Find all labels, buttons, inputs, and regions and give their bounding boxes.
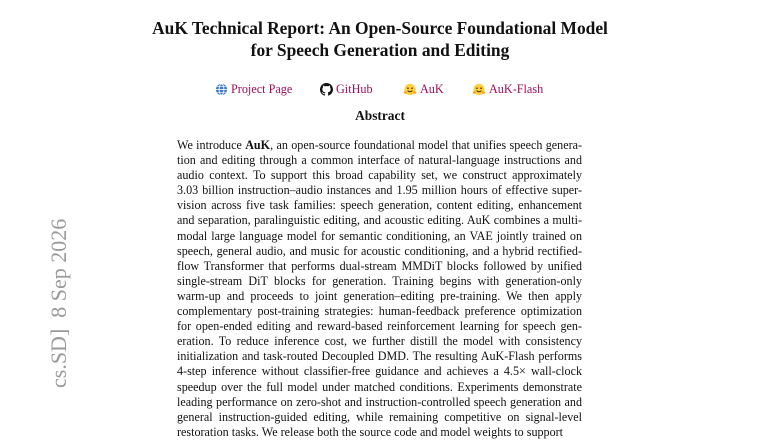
- github-label: GitHub: [336, 82, 373, 96]
- github-icon: [320, 83, 333, 96]
- paper-title-line-2: for Speech Generation and Editing: [250, 40, 510, 60]
- abstract-text: leading performance on zero-shot and instruction-controlled speech generation and: [177, 394, 582, 409]
- abstract-line: [177, 138, 582, 153]
- abstract-text: warm-up and proceeds to joint generation–editing pre-training. We then apply: [177, 288, 582, 303]
- project-page-label: Project Page: [231, 82, 293, 96]
- abstract-text: general instruction-guided editing, while remaining competitive on signal-level: [177, 409, 582, 424]
- abstract-line: [177, 168, 582, 183]
- abstract-text: audio context. To support this broad capability set, we construct approximately: [177, 168, 582, 183]
- abstract-line: [177, 349, 582, 364]
- abstract-line: [177, 304, 582, 319]
- abstract-text: single-stream DiT blocks for generation. Training begins with generation-only: [177, 273, 582, 288]
- abstract-line: [177, 380, 582, 395]
- abstract-text: speech, general audio, and music for acoustic conditioning, and a hybrid rectified-: [177, 243, 582, 258]
- globe-icon: [215, 83, 228, 96]
- abstract-text: modal large language model for semantic conditioning, an VAE jointly trained on: [177, 228, 582, 243]
- abstract-line: [177, 259, 582, 274]
- auk-model-label: AuK: [420, 82, 444, 96]
- hugging-face-icon: [403, 83, 417, 96]
- abstract-line: [177, 244, 582, 259]
- abstract-line: [177, 364, 582, 379]
- resource-links: [0, 82, 760, 100]
- abstract-text: restoration tasks. We release both the source code and model weights to support: [177, 424, 564, 439]
- abstract-line: [177, 274, 582, 289]
- abstract-text: for open-ended editing and reward-based reinforcement learning for speech gen-: [177, 319, 582, 334]
- abstract-text: , an open-source foundational model that unifies speech genera-: [270, 138, 582, 152]
- abstract-line: [177, 319, 582, 334]
- auk-model-link[interactable]: [403, 82, 444, 97]
- abstract-text: speedup over the full model under matched conditions. Experiments demonstrate: [177, 379, 582, 394]
- abstract-line: [177, 183, 582, 198]
- abstract-text: We introduce: [177, 138, 246, 152]
- project-page-link[interactable]: [215, 82, 292, 97]
- abstract-text: eration. To reduce inference cost, we further distill the model with consistency: [177, 334, 582, 349]
- abstract-text: complementary post-training strategies: human-feedback preference optimization: [177, 304, 582, 319]
- arxiv-stamp: cs.SD] 8 Sep 2026: [46, 218, 71, 388]
- abstract-line: [177, 198, 582, 213]
- paper-title: [0, 17, 760, 61]
- abstract-line: [177, 229, 582, 244]
- abstract-body: [177, 138, 582, 440]
- abstract-text: vision across five task families: speech generation, content editing, enhancement: [177, 198, 582, 213]
- abstract-text: 3.03 billion instruction–audio instances and 1.95 million hours of effective super-: [177, 183, 582, 198]
- model-name-emphasis: AuK: [245, 138, 271, 152]
- abstract-line: [177, 425, 582, 440]
- abstract-line: [177, 395, 582, 410]
- abstract-text: initialization and task-routed Decoupled DMD. The resulting AuK-Flash performs: [177, 349, 582, 364]
- abstract-line: [177, 213, 582, 228]
- auk-flash-model-link[interactable]: [472, 82, 543, 97]
- paper-title-line-1: AuK Technical Report: An Open-Source Foundational Model: [152, 18, 608, 38]
- abstract-heading: Abstract: [355, 108, 405, 123]
- hugging-face-icon: [472, 83, 486, 96]
- abstract-line: [177, 334, 582, 349]
- abstract-text: flow Transformer that performs dual-stream MMDiT blocks followed by unified: [177, 258, 582, 273]
- abstract-line: [177, 289, 582, 304]
- abstract-text: 4-step inference without classifier-free guidance and achieves a 4.5× wall-clock: [177, 364, 582, 379]
- github-link[interactable]: [320, 82, 373, 97]
- abstract-text: and separation, paralinguistic editing, and acoustic editing. AuK combines a multi-: [177, 213, 582, 228]
- abstract-line: [177, 410, 582, 425]
- auk-flash-model-label: AuK-Flash: [489, 82, 544, 96]
- abstract-text: tion and editing through a common interface of natural-language instructions and: [177, 153, 582, 168]
- abstract-line: [177, 153, 582, 168]
